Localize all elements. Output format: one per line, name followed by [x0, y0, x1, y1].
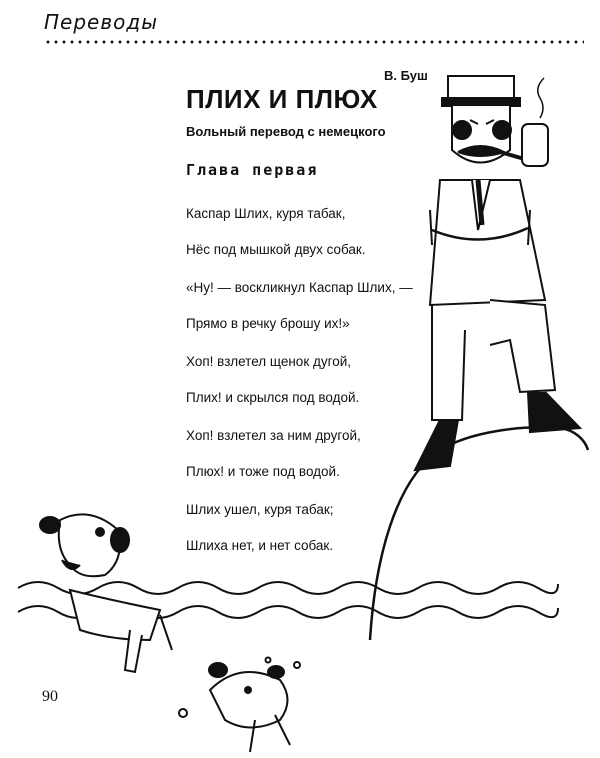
- section-title: Переводы: [44, 10, 158, 34]
- poem-line: Хоп! взлетел щенок дугой,: [186, 354, 352, 369]
- poem-subtitle: Вольный перевод с немецкого: [186, 124, 386, 139]
- rock-icon: [370, 427, 588, 640]
- poem-line: Шлиха нет, и нет собак.: [186, 538, 334, 553]
- poem-line: «Ну! — воскликнул Каспар Шлих, —: [186, 280, 413, 295]
- poem-line: Плих! и скрылся под водой.: [186, 390, 360, 405]
- poem-line: Шлих ушел, куря табак;: [186, 502, 334, 517]
- chapter-heading: Глава первая: [186, 161, 319, 179]
- author-name: В. Буш: [384, 68, 428, 83]
- man-with-pipe-icon: [415, 76, 580, 470]
- poem-title: ПЛИХ И ПЛЮХ: [186, 84, 378, 114]
- poem-line: Прямо в речку брошу их!»: [186, 316, 350, 331]
- poem-line: Плюх! и тоже под водой.: [186, 464, 340, 479]
- poem-line: Нёс под мышкой двух собак.: [186, 242, 366, 257]
- poem-line: Хоп! взлетел за ним другой,: [186, 428, 361, 443]
- dog-falling-icon: [179, 658, 300, 753]
- poem-line: Каспар Шлих, куря табак,: [186, 206, 346, 221]
- page-number: 90: [42, 688, 58, 705]
